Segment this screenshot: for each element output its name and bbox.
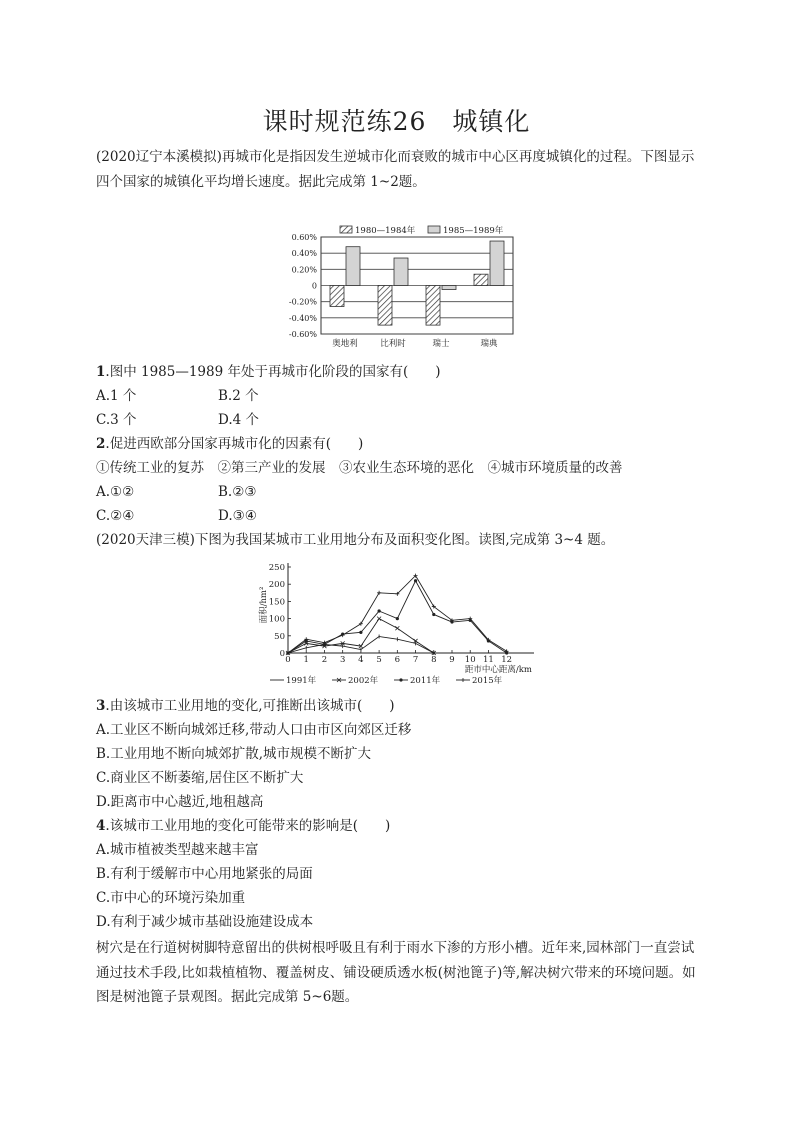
x-axis-label: 距市中心距离/km (464, 665, 532, 675)
question-4 (96, 816, 390, 836)
y-tick-label: -0.40% (288, 313, 317, 323)
q2-items: ①传统工业的复苏 ②第三产业的发展 ③农业生态环境的恶化 ④城市环境质量的改善 (96, 460, 623, 476)
legend-swatch-1985-1989 (428, 226, 440, 233)
y-tick-label: -0.20% (288, 297, 317, 307)
y-tick-label: -0.60% (288, 330, 317, 339)
x-tick-label: 10 (464, 655, 476, 665)
intro-paragraph-1: (2020辽宁本溪模拟)再城市化是指因发生逆城市化而衰败的城市中心区再度城镇化的过程。下图显示四个国家的城镇化平均增长速度。据此完成第 1~2题。 (96, 149, 695, 190)
x-tick-label: 0 (285, 655, 291, 665)
series-point (395, 626, 399, 630)
y-tick-label: 0.40% (291, 249, 317, 259)
q4-option-b[interactable]: B.有利于缓解市中心用地紧张的局面 (96, 866, 313, 882)
x-category-label: 比利时 (380, 339, 406, 349)
y-tick-label: 0 (279, 649, 285, 659)
question-text: .由该城市工业用地的变化,可推断出该城市( ) (105, 698, 395, 714)
series-point (414, 579, 417, 582)
y-tick-label: 200 (268, 580, 285, 591)
y-tick-label: 100 (268, 614, 285, 625)
x-tick-label: 1 (303, 655, 309, 665)
legend-label: 1991年 (286, 676, 317, 686)
series-point (378, 609, 381, 612)
x-tick-label: 3 (339, 655, 346, 665)
y-tick-label: 50 (274, 631, 285, 642)
question-number: 2 (96, 436, 106, 452)
y-tick-label: 0.60% (291, 233, 317, 242)
x-tick-label: 2 (321, 655, 328, 665)
q1-option-b[interactable]: B.2 个 (218, 388, 259, 404)
bar-1980-1984 (426, 286, 440, 326)
bar-1980-1984 (474, 274, 488, 285)
x-category-label: 瑞典 (480, 339, 498, 349)
question-number: 1 (96, 364, 106, 380)
legend-label: 2015年 (472, 676, 503, 686)
y-tick-label: 250 (268, 563, 285, 573)
y-tick-label: 0.20% (291, 265, 317, 275)
x-tick-label: 5 (376, 655, 382, 665)
q3-option-b[interactable]: B.工业用地不断向城郊扩散,城市规模不断扩大 (96, 746, 372, 762)
legend-swatch-1980-1984 (340, 226, 352, 233)
q2-option-a[interactable]: A.①② (96, 484, 135, 500)
x-tick-label: 6 (394, 655, 401, 665)
legend-label: 2011年 (410, 676, 441, 686)
q1-option-d[interactable]: D.4 个 (218, 412, 260, 428)
x-category-label: 瑞士 (432, 339, 450, 349)
bar-1985-1989 (490, 241, 504, 285)
legend-label: 2002年 (348, 676, 379, 686)
question-2 (96, 434, 363, 454)
series-line-4 (288, 576, 507, 653)
q3-option-a[interactable]: A.工业区不断向城郊迁移,带动人口由市区向郊区迁移 (96, 722, 412, 738)
x-tick-label: 9 (449, 655, 455, 665)
question-1 (96, 362, 441, 382)
series-point (359, 631, 362, 634)
bar-chart-urbanization (276, 224, 516, 354)
q3-option-c[interactable]: C.商业区不断萎缩,居住区不断扩大 (96, 770, 304, 786)
question-text: .促进西欧部分国家再城市化的因素有( ) (105, 436, 364, 452)
question-number: 3 (96, 698, 106, 714)
q4-option-a[interactable]: A.城市植被类型越来越丰富 (96, 842, 259, 858)
series-point (377, 591, 381, 595)
bar-1980-1984 (330, 286, 344, 307)
intro-paragraph-3: 树穴是在行道树树脚特意留出的供树根呼吸且有利于雨水下渗的方形小槽。近年来,园林部门一直尝试通过技术手段,比如栽植植物、覆盖树皮、铺设硬质透水板(树池篦子)等,解决树穴带来的环境问题。如图是树池篦子景观图。据此完成第 5~6题。 (96, 940, 696, 1005)
question-text: .图中 1985—1989 年处于再城市化阶段的国家有( ) (105, 364, 441, 380)
y-tick-label: 0 (311, 281, 317, 291)
x-tick-label: 7 (412, 655, 419, 665)
series-point (432, 613, 435, 616)
q4-option-c[interactable]: C.市中心的环境污染加重 (96, 890, 246, 906)
q3-option-d[interactable]: D.距离市中心越近,地租越高 (96, 794, 264, 810)
q1-option-c[interactable]: C.3 个 (96, 412, 137, 428)
q4-option-d[interactable]: D.有利于减少城市基础设施建设成本 (96, 914, 314, 930)
bar-1985-1989 (394, 258, 408, 285)
x-category-label: 奥地利 (332, 339, 358, 349)
question-3 (96, 696, 395, 716)
intro-paragraph-2: (2020天津三模)下图为我国某城市工业用地分布及面积变化图。读图,完成第 3~4 题。 (96, 532, 615, 548)
x-tick-label: 8 (431, 655, 437, 665)
question-number: 4 (96, 818, 106, 834)
legend-label: 1980—1984年 (355, 226, 416, 236)
page-title: 课时规范练26 城镇化 (262, 107, 531, 136)
x-tick-label: 4 (358, 655, 364, 665)
y-axis-label: 面积/hm² (259, 586, 269, 624)
question-text: .该城市工业用地的变化可能带来的影响是( ) (105, 818, 391, 834)
q2-option-d[interactable]: D.③④ (218, 508, 257, 524)
bar-1980-1984 (378, 286, 392, 326)
x-tick-label: 12 (501, 655, 513, 665)
series-point (396, 617, 399, 620)
q1-option-a[interactable]: A.1 个 (96, 388, 137, 404)
y-tick-label: 150 (268, 597, 285, 608)
legend-marker (461, 678, 465, 682)
legend-label: 1985—1989年 (443, 226, 504, 236)
legend-marker (399, 678, 402, 681)
bar-1985-1989 (346, 247, 360, 286)
q2-option-c[interactable]: C.②④ (96, 508, 135, 524)
q2-option-b[interactable]: B.②③ (218, 484, 257, 500)
line-chart-industrial-land (250, 556, 540, 696)
x-tick-label: 11 (483, 655, 494, 665)
series-point (377, 617, 381, 621)
bar-1985-1989 (442, 286, 456, 290)
